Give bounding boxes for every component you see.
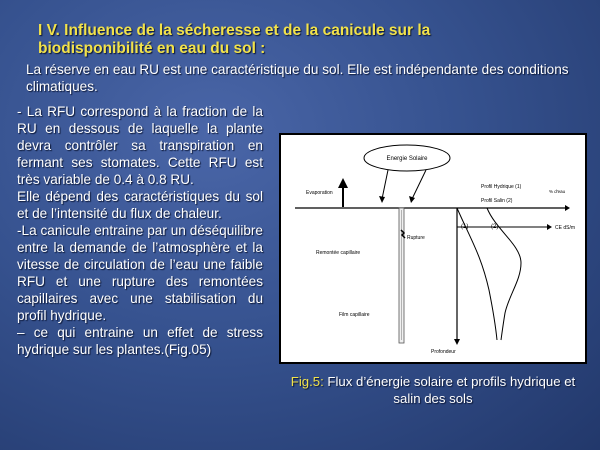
depth-label: Profondeur	[431, 349, 456, 355]
soil-profile-figure	[279, 133, 587, 364]
paragraph-stress: – ce qui entraine un effet de stress hydrique sur les plantes.(Fig.05)	[17, 325, 263, 357]
soil-profile-diagram	[281, 135, 585, 362]
legend-profil-hydrique: Profil Hydrique (1)	[481, 184, 522, 190]
figure-number: Fig.5:	[290, 374, 324, 389]
figure-caption	[283, 374, 583, 407]
slide-title: I V. Influence de la sécheresse et de la canicule sur la biodisponibilité en eau du sol :	[38, 22, 431, 57]
solar-energy-label: Energie Solaire	[386, 156, 428, 162]
evaporation-arrow-head	[338, 178, 348, 188]
axis-water-label: % d'eau	[549, 189, 566, 194]
intro-text: La réserve en eau RU est une caractéristique du sol. Elle est indépendante des conditions climatiques.	[26, 62, 569, 94]
solar-arrow-right	[412, 170, 426, 199]
rupture-label: Rupture	[407, 235, 425, 241]
solar-arrow-right-head	[409, 196, 415, 203]
curve-2-label: (2)	[491, 224, 499, 230]
solar-arrow-left-head	[379, 196, 385, 203]
ce-axis-label: CE dS/m	[555, 225, 576, 231]
caption-text: Flux d’énergie solaire et profils hydrique et salin des sols	[323, 374, 576, 406]
solar-arrow-left	[382, 170, 388, 199]
depth-axis-arrow	[454, 339, 460, 345]
paragraph-soil: Elle dépend des caractéristiques du sol et de l’intensité du flux de chaleur.	[17, 189, 263, 221]
curve-1-label: (1)	[461, 224, 469, 230]
legend-profil-salin: Profil Salin (2)	[481, 198, 513, 204]
ce-axis-arrow	[547, 224, 552, 230]
body-text	[17, 103, 263, 358]
evaporation-label: Evaporation	[306, 190, 333, 196]
surface-axis-arrow	[565, 205, 570, 211]
paragraph-canicule: -La canicule entraine par un déséquilibre entre la demande de l’atmosphère et la vitesse de circulation de l’eau une faible RFU et une rupture des remontées capillaires avec une stabilisation du profil hydrique.	[17, 223, 263, 323]
capillary-film-label: Film capillaire	[339, 312, 370, 318]
capillary-rise-label: Remontée capillaire	[316, 250, 361, 256]
paragraph-rfu: - La RFU correspond à la fraction de la RU en dessous de laquelle la plante devra contrôler sa transpiration en fermant ses stomates. Cette RFU est très variable de 0.4 à 0.8 RU.	[17, 104, 263, 187]
